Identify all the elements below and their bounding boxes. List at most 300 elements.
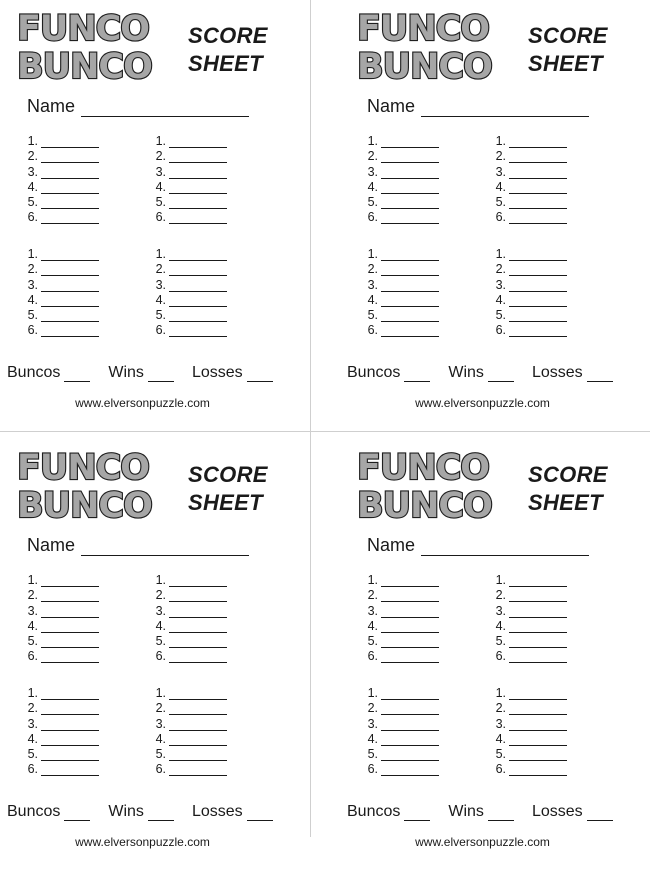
round-number: 6. [155,649,166,664]
round-entry [142,261,252,276]
losses-field[interactable] [247,368,273,382]
round-score-field[interactable] [381,325,439,337]
buncos-label: Buncos [7,364,61,381]
round-score-field[interactable] [381,310,439,322]
buncos-field[interactable] [404,368,430,382]
wins-label: Wins [108,803,144,820]
round-entry [354,587,464,602]
round-number: 2. [155,588,166,603]
buncos-label: Buncos [347,364,401,381]
round-entry [354,685,464,700]
round-score-field[interactable] [41,688,99,700]
round-number: 3. [495,603,506,618]
round-score-field[interactable] [169,703,227,715]
round-score-field[interactable] [509,310,567,322]
round-column-4 [142,685,252,776]
round-entry [482,731,592,746]
round-score-field[interactable] [169,575,227,587]
round-score-field[interactable] [41,590,99,602]
name-row [27,535,249,556]
round-score-field[interactable] [169,249,227,261]
round-score-field[interactable] [169,719,227,731]
title-line-score: SCORE [528,462,608,487]
round-entry [482,700,592,715]
round-score-field[interactable] [41,167,99,179]
name-field[interactable] [421,100,589,117]
round-score-field[interactable] [509,151,567,163]
round-column-1 [14,572,124,663]
round-number: 4. [155,179,166,194]
round-score-field[interactable] [509,651,567,663]
round-score-field[interactable] [169,151,227,163]
round-score-field[interactable] [41,264,99,276]
round-score-field[interactable] [509,590,567,602]
round-score-field[interactable] [509,749,567,761]
round-entry [354,276,464,291]
round-score-field[interactable] [381,651,439,663]
wins-label: Wins [108,364,144,381]
round-entry [354,731,464,746]
round-number: 4. [367,618,378,633]
funco-bunco-logo [14,8,164,86]
round-number: 4. [27,618,38,633]
name-field[interactable] [81,539,249,556]
name-field[interactable] [421,539,589,556]
round-score-field[interactable] [509,621,567,633]
name-label: Name [367,535,416,555]
round-column-2 [142,572,252,663]
round-column-1 [14,133,124,224]
round-entry [482,307,592,322]
round-number: 3. [495,277,506,292]
round-entry [482,261,592,276]
round-number: 2. [27,149,38,164]
logo-line-1: FUNCO [357,9,490,49]
round-score-field[interactable] [41,182,99,194]
round-number: 3. [155,164,166,179]
round-number: 3. [367,716,378,731]
score-card-3 [0,439,310,870]
round-number: 3. [155,277,166,292]
round-entry [354,700,464,715]
round-score-field[interactable] [509,575,567,587]
round-number: 5. [495,307,506,322]
round-number: 1. [495,686,506,701]
round-score-field[interactable] [169,310,227,322]
round-score-field[interactable] [169,136,227,148]
title-line-sheet: SHEET [528,490,603,515]
name-label: Name [27,96,76,116]
losses-field[interactable] [247,807,273,821]
round-entry [354,633,464,648]
title-line-score: SCORE [188,462,268,487]
round-number: 6. [367,649,378,664]
round-entry [142,685,252,700]
round-score-field[interactable] [509,295,567,307]
round-number: 3. [495,164,506,179]
round-entry [482,618,592,633]
round-number: 6. [27,210,38,225]
tally-row [7,803,291,821]
round-score-field[interactable] [509,264,567,276]
tally-row [347,364,631,382]
round-score-field[interactable] [41,325,99,337]
score-sheet-title [528,22,608,78]
round-score-field[interactable] [41,621,99,633]
round-number: 2. [27,262,38,277]
round-entry [354,648,464,663]
round-number: 2. [155,149,166,164]
round-score-field[interactable] [169,590,227,602]
round-score-field[interactable] [509,325,567,337]
round-entry [354,602,464,617]
buncos-tally [7,803,90,821]
round-score-field[interactable] [41,719,99,731]
round-entry [482,292,592,307]
wins-tally [448,803,514,821]
round-entry [482,572,592,587]
wins-field[interactable] [148,807,174,821]
round-score-field[interactable] [169,295,227,307]
round-score-field[interactable] [381,182,439,194]
round-number: 2. [495,701,506,716]
round-entry [14,602,124,617]
round-number: 3. [495,716,506,731]
name-label: Name [27,535,76,555]
round-entry [482,179,592,194]
round-entry [482,685,592,700]
buncos-field[interactable] [64,807,90,821]
round-number: 1. [367,134,378,149]
round-column-2 [482,133,592,224]
round-number: 3. [27,277,38,292]
round-entry [482,148,592,163]
horizontal-cut-line [0,431,650,432]
round-score-field[interactable] [381,688,439,700]
round-entry [14,133,124,148]
round-score-field[interactable] [169,764,227,776]
round-number: 5. [495,746,506,761]
round-number: 3. [27,164,38,179]
logo-line-1: FUNCO [357,448,490,488]
losses-label: Losses [531,364,583,381]
logo-line-2: BUNCO [357,47,492,86]
round-score-field[interactable] [41,310,99,322]
round-score-field[interactable] [169,749,227,761]
round-number: 6. [367,762,378,777]
round-entry [142,209,252,224]
round-entry [14,276,124,291]
round-score-field[interactable] [381,606,439,618]
round-score-field[interactable] [381,295,439,307]
funco-bunco-logo [354,447,504,525]
round-entry [482,587,592,602]
round-score-field[interactable] [381,151,439,163]
round-score-field[interactable] [381,734,439,746]
round-score-field[interactable] [169,688,227,700]
funco-bunco-logo-graphic [354,447,504,525]
round-entry [14,179,124,194]
wins-tally [108,364,174,382]
score-sheet-title [528,461,608,517]
round-entry [14,163,124,178]
round-entry [14,700,124,715]
round-score-field[interactable] [381,212,439,224]
round-score-field[interactable] [169,264,227,276]
round-score-field[interactable] [41,606,99,618]
losses-tally [532,803,613,821]
round-score-field[interactable] [509,688,567,700]
round-score-field[interactable] [41,749,99,761]
round-number: 1. [155,573,166,588]
round-number: 1. [27,134,38,149]
round-entry [14,618,124,633]
round-entry [142,322,252,337]
round-score-field[interactable] [169,651,227,663]
round-score-field[interactable] [41,249,99,261]
round-score-field[interactable] [41,636,99,648]
round-number: 2. [155,701,166,716]
round-number: 1. [27,247,38,262]
round-entry [482,648,592,663]
round-score-field[interactable] [169,325,227,337]
round-entry [482,322,592,337]
round-score-field[interactable] [41,575,99,587]
round-score-field[interactable] [509,280,567,292]
round-score-field[interactable] [509,167,567,179]
round-entry [354,163,464,178]
round-entry [354,209,464,224]
logo-line-2: BUNCO [357,486,492,525]
round-score-field[interactable] [41,295,99,307]
logo-line-2: BUNCO [17,486,152,525]
round-score-field[interactable] [169,182,227,194]
round-score-field[interactable] [381,167,439,179]
round-number: 5. [495,633,506,648]
round-entry [142,148,252,163]
round-score-field[interactable] [381,719,439,731]
score-card-2 [340,0,650,431]
round-number: 1. [367,247,378,262]
round-entry [14,731,124,746]
round-score-field[interactable] [169,197,227,209]
name-label: Name [367,96,416,116]
losses-tally [192,364,273,382]
round-score-field[interactable] [509,212,567,224]
round-score-field[interactable] [169,734,227,746]
round-score-field[interactable] [509,249,567,261]
round-column-2 [142,133,252,224]
logo-line-1: FUNCO [17,9,150,49]
round-number: 5. [27,633,38,648]
losses-label: Losses [191,803,243,820]
round-entry [14,685,124,700]
round-number: 2. [495,588,506,603]
round-score-field[interactable] [41,197,99,209]
buncos-tally [347,803,430,821]
round-entry [142,731,252,746]
round-score-field[interactable] [41,212,99,224]
logo-line-1: FUNCO [17,448,150,488]
round-column-4 [482,685,592,776]
round-score-field[interactable] [381,621,439,633]
buncos-field[interactable] [404,807,430,821]
vertical-cut-line [310,0,311,837]
round-score-field[interactable] [381,749,439,761]
round-number: 6. [27,649,38,664]
funco-bunco-logo-graphic [14,447,164,525]
round-number: 6. [495,762,506,777]
round-entry [482,761,592,776]
round-score-field[interactable] [509,182,567,194]
round-score-field[interactable] [41,280,99,292]
round-number: 5. [155,633,166,648]
round-column-1 [354,572,464,663]
round-column-1 [354,133,464,224]
title-line-score: SCORE [188,23,268,48]
round-number: 6. [155,323,166,338]
round-number: 1. [367,573,378,588]
round-entry [14,307,124,322]
name-row [367,535,589,556]
round-column-4 [482,246,592,337]
logo-line-2: BUNCO [17,47,152,86]
round-score-field[interactable] [41,734,99,746]
round-number: 6. [367,210,378,225]
buncos-label: Buncos [347,803,401,820]
round-number: 1. [27,686,38,701]
round-score-field[interactable] [381,703,439,715]
funco-bunco-logo-graphic [354,8,504,86]
round-entry [354,746,464,761]
round-number: 5. [495,194,506,209]
losses-label: Losses [531,803,583,820]
round-entry [482,246,592,261]
round-score-field[interactable] [381,590,439,602]
round-entry [14,633,124,648]
round-score-field[interactable] [381,136,439,148]
round-score-field[interactable] [41,136,99,148]
round-score-field[interactable] [41,151,99,163]
round-number: 5. [367,194,378,209]
round-score-field[interactable] [381,575,439,587]
round-number: 2. [27,701,38,716]
losses-field[interactable] [587,368,613,382]
round-entry [142,276,252,291]
round-number: 3. [27,716,38,731]
title-line-sheet: SHEET [188,490,263,515]
round-entry [482,194,592,209]
round-entry [14,587,124,602]
round-entry [354,322,464,337]
funco-bunco-logo [14,447,164,525]
round-score-field[interactable] [509,636,567,648]
round-entry [14,194,124,209]
score-card-1 [0,0,310,431]
round-score-field[interactable] [509,136,567,148]
round-number: 1. [155,247,166,262]
round-number: 5. [367,746,378,761]
round-entry [14,209,124,224]
round-number: 1. [495,134,506,149]
wins-field[interactable] [488,807,514,821]
round-score-field[interactable] [169,167,227,179]
round-entry [142,307,252,322]
title-line-sheet: SHEET [188,51,263,76]
round-score-field[interactable] [41,651,99,663]
round-score-field[interactable] [169,636,227,648]
round-score-field[interactable] [381,636,439,648]
wins-tally [108,803,174,821]
name-field[interactable] [81,100,249,117]
round-number: 1. [495,247,506,262]
buncos-field[interactable] [64,368,90,382]
round-score-field[interactable] [41,703,99,715]
round-score-field[interactable] [381,249,439,261]
round-score-field[interactable] [381,280,439,292]
round-number: 2. [155,262,166,277]
round-score-field[interactable] [509,703,567,715]
score-sheet-title [188,461,268,517]
name-row [367,96,589,117]
round-column-3 [14,685,124,776]
wins-field[interactable] [488,368,514,382]
round-score-field[interactable] [41,764,99,776]
losses-label: Losses [191,364,243,381]
round-entry [482,633,592,648]
round-number: 4. [367,179,378,194]
round-score-field[interactable] [509,197,567,209]
round-number: 1. [155,134,166,149]
round-number: 3. [367,603,378,618]
round-entry [142,715,252,730]
round-score-field[interactable] [509,719,567,731]
round-score-field[interactable] [169,212,227,224]
round-entry [482,276,592,291]
round-score-field[interactable] [509,734,567,746]
round-number: 2. [495,149,506,164]
round-entry [14,148,124,163]
round-entry [14,715,124,730]
losses-field[interactable] [587,807,613,821]
round-score-field[interactable] [381,197,439,209]
round-column-3 [354,685,464,776]
round-score-field[interactable] [509,606,567,618]
round-entry [482,209,592,224]
losses-tally [192,803,273,821]
round-number: 5. [27,194,38,209]
round-number: 5. [367,307,378,322]
title-line-sheet: SHEET [528,51,603,76]
round-score-field[interactable] [509,764,567,776]
round-score-field[interactable] [381,764,439,776]
round-entry [354,133,464,148]
wins-field[interactable] [148,368,174,382]
round-entry [482,602,592,617]
round-entry [142,648,252,663]
score-sheet-title [188,22,268,78]
round-entry [482,746,592,761]
round-score-field[interactable] [381,264,439,276]
round-entry [142,572,252,587]
round-number: 5. [367,633,378,648]
round-score-field[interactable] [169,606,227,618]
round-number: 4. [495,618,506,633]
round-number: 2. [367,588,378,603]
round-score-field[interactable] [169,621,227,633]
round-score-field[interactable] [169,280,227,292]
wins-label: Wins [448,364,484,381]
